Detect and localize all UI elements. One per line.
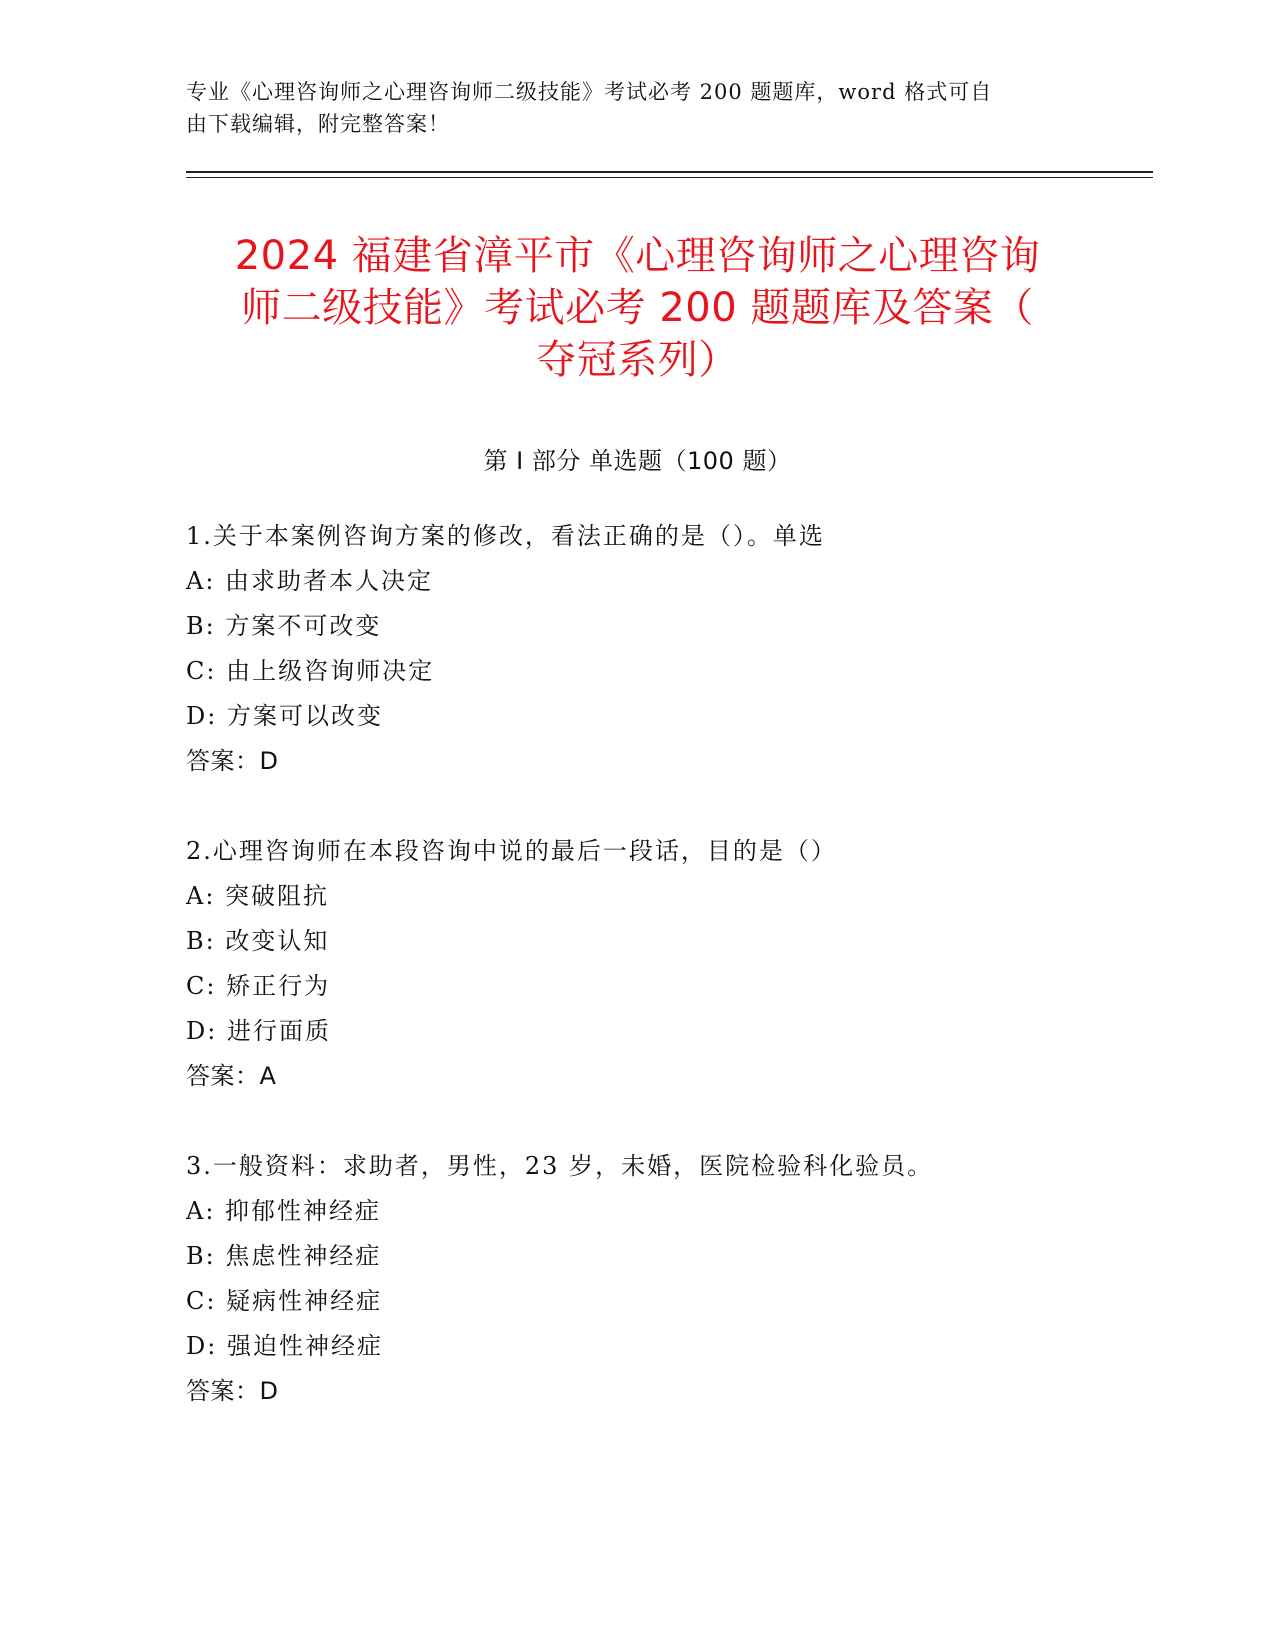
option-b: B: 焦虑性神经症	[186, 1242, 382, 1270]
option-c: C: 由上级咨询师决定	[186, 657, 435, 685]
answer: 答案：A	[186, 1062, 277, 1090]
option-c: C: 矫正行为	[186, 972, 331, 1000]
question-stem: 2.心理咨询师在本段咨询中说的最后一段话，目的是（）	[186, 837, 837, 865]
question-2	[186, 829, 1146, 1099]
header-note-line-1: 专业《心理咨询师之心理咨询师二级技能》考试必考 200 题题库，word 格式可自	[186, 80, 993, 104]
answer: 答案：D	[186, 747, 279, 775]
option-a: A: 突破阻抗	[186, 882, 330, 910]
document-title	[180, 230, 1095, 386]
header-divider-thin	[186, 177, 1153, 178]
option-a: A: 由求助者本人决定	[186, 567, 434, 595]
answer: 答案：D	[186, 1377, 279, 1405]
question-3	[186, 1144, 1146, 1414]
question-1	[186, 514, 1146, 784]
option-d: D: 进行面质	[186, 1017, 331, 1045]
option-b: B: 方案不可改变	[186, 612, 382, 640]
option-d: D: 强迫性神经症	[186, 1332, 383, 1360]
option-d: D: 方案可以改变	[186, 702, 383, 730]
question-stem: 3.一般资料：求助者，男性，23 岁，未婚，医院检验科化验员。	[186, 1152, 934, 1180]
header-note-line-2: 由下载编辑，附完整答案！	[186, 112, 450, 136]
document-title-line-1: 2024 福建省漳平市《心理咨询师之心理咨询	[234, 233, 1041, 279]
option-a: A: 抑郁性神经症	[186, 1197, 382, 1225]
option-b: B: 改变认知	[186, 927, 330, 955]
question-stem: 1.关于本案例咨询方案的修改，看法正确的是（）。单选	[186, 522, 825, 550]
document-title-line-3: 夺冠系列）	[536, 337, 739, 383]
section-heading: 第 I 部分 单选题（100 题）	[483, 447, 792, 475]
document-title-line-2: 师二级技能》考试必考 200 题题库及答案（	[241, 285, 1034, 331]
header-note	[186, 76, 1066, 140]
option-c: C: 疑病性神经症	[186, 1287, 383, 1315]
header-divider-thick	[186, 171, 1153, 173]
